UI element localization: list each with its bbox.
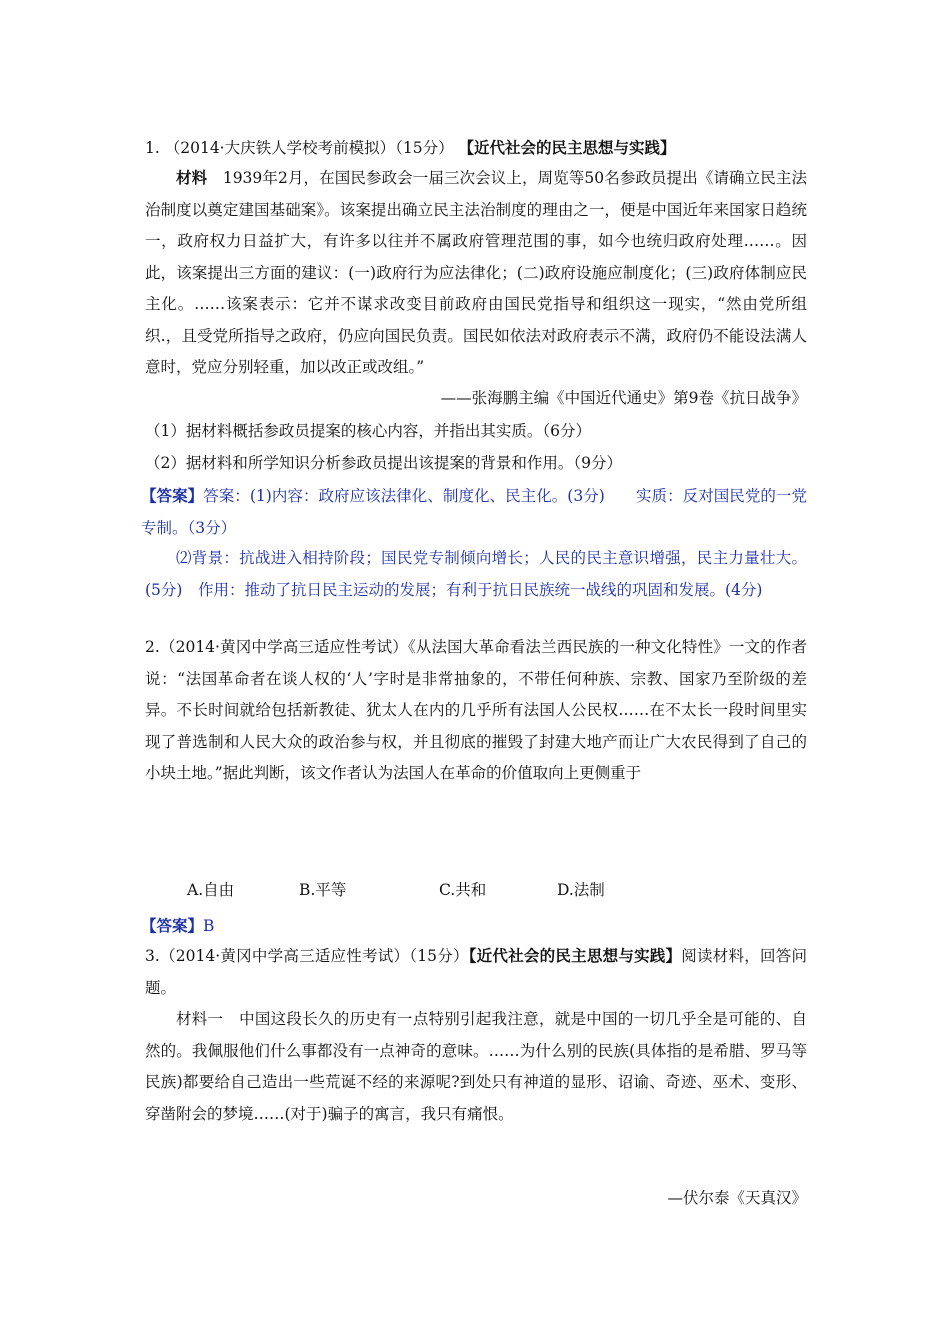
q1-answer-text-1: 答案：(1)内容：政府应该法律化、制度化、民主化。(3分) 实质：反对国民党的一党专制。（3分） bbox=[141, 487, 807, 537]
q3-material-text: 中国这段长久的历史有一点特别引起我注意，就是中国的一切几乎全是可能的、自然的。我佩服他们什么事都没有一点神奇的意味。……为什么别的民族(具体指的是希腊、罗马等民族)都要给自己造出一些荒诞不经的来源呢?到处只有神道的显形、诏谕、奇迹、巫术、变形、穿凿附会的梦境……(对于)骗子的寓言，我只有痛恨。 bbox=[145, 1010, 807, 1123]
q1-answer-1 bbox=[141, 480, 807, 544]
q1-citation: ——张海鹏主编《中国近代通史》第9卷《抗日战争》 bbox=[440, 389, 807, 407]
q1-subquestion-2: （2）据材料和所学知识分析参政员提出该提案的背景和作用。（9分） bbox=[145, 454, 622, 472]
q1-material-text: 1939年2月，在国民参政会一届三次会议上，周览等50名参政员提出《请确立民主法治制度以奠定建国基础案》。该案提出确立民主法治制度的理由之一，便是中国近年来国家日趋统一，政府权力日益扩大，有许多以往并不属政府管理范围的事，如今也统归政府处理……。因此，该案提出三方面的建议：(一)政府行为应法律化；(二)政府设施应制度化；(三)政府体制应民主化。……该案表示：它并不谋求改变目前政府由国民党指导和组织这一现实，“然由党所组织.，且受党所指导之政府，仍应向国民负责。国民如依法对政府表示不满，政府仍不能设法满人意时，党应分别轻重，加以改正或改组。” bbox=[145, 169, 807, 376]
q1-material bbox=[145, 162, 807, 384]
q2-option-b[interactable]: B.平等 bbox=[299, 881, 347, 899]
q1-source-tag: （2014·大庆铁人学校考前模拟）（15分） bbox=[164, 139, 454, 157]
q3-instruction: 阅读材料，回答问题。 bbox=[145, 947, 807, 997]
q2-answer-value: B bbox=[203, 917, 215, 935]
q2-stem: 2.（2014·黄冈中学高三适应性考试）《从法国大革命看法兰西民族的一种文化特性》一文的作者说：“法国革命者在谈人权的‘人’字时是非常抽象的，不带任何种族、宗教、国家乃至阶级的差异。不长时间就给包括新教徒、犹太人在内的几乎所有法国人公民权……在不太长一段时间里实现了普选制和人民大众的政治参与权，并且彻底的摧毁了封建大地产而让广大农民得到了自己的小块土地。”据此判断，该文作者认为法国人在革命的价值取向上更侧重于 bbox=[145, 638, 807, 782]
q3-source-tag: 3.（2014·黄冈中学高三适应性考试）（15分） bbox=[145, 947, 469, 965]
q3-material-label: 材料一 bbox=[176, 1010, 224, 1028]
q1-subquestion-1: （1）据材料概括参政员提案的核心内容，并指出其实质。（6分） bbox=[145, 422, 591, 440]
q1-header bbox=[145, 138, 676, 158]
q3-stem bbox=[145, 940, 807, 1004]
q1-topic: 【近代社会的民主思想与实践】 bbox=[458, 138, 676, 157]
q1-material-label: 材料 bbox=[176, 168, 208, 187]
q3-topic: 【近代社会的民主思想与实践】 bbox=[468, 946, 682, 965]
q3-citation: —伏尔泰《天真汉》 bbox=[667, 1189, 807, 1207]
q2-answer bbox=[141, 916, 214, 936]
q2-options bbox=[187, 880, 605, 900]
q2-option-d[interactable]: D.法制 bbox=[557, 881, 605, 899]
q1-answer-2: ⑵背景：抗战进入相持阶段；国民党专制倾向增长；人民的民主意识增强，民主力量壮大。(5分) 作用：推动了抗日民主运动的发展；有利于抗日民族统一战线的巩固和发展。(4分) bbox=[145, 549, 807, 599]
q1-answer-tag: 【答案】 bbox=[141, 486, 204, 505]
q2-option-c[interactable]: C.共和 bbox=[439, 881, 487, 899]
q3-material bbox=[145, 1004, 807, 1130]
q2-answer-tag: 【答案】 bbox=[141, 916, 204, 935]
q1-number: 1. bbox=[145, 139, 160, 157]
q2-option-a[interactable]: A.自由 bbox=[187, 881, 235, 899]
